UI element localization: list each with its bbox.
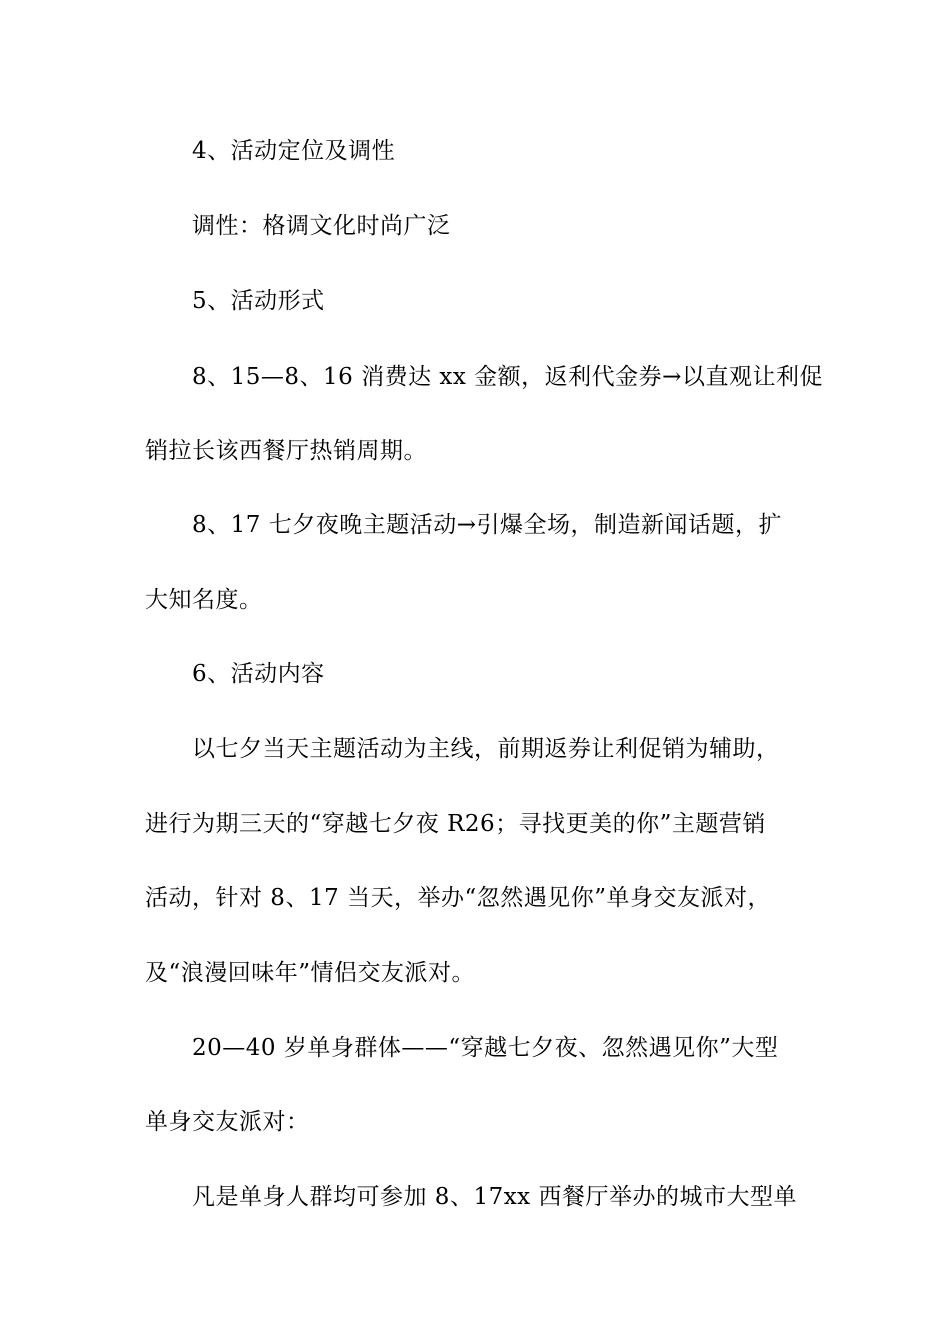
paragraph-line: 进行为期三天的“穿越七夕夜 R26；寻找更美的你”主题营销 — [145, 811, 766, 837]
paragraph-line: 以七夕当天主题活动为主线，前期返券让利促销为辅助， — [192, 736, 780, 762]
paragraph-line: 大知名度。 — [145, 587, 263, 613]
paragraph-line: 单身交友派对： — [145, 1109, 310, 1135]
paragraph-line: 凡是单身人群均可参加 8、17xx 西餐厅举办的城市大型单 — [192, 1184, 797, 1210]
paragraph-line: 销拉长该西餐厅热销周期。 — [145, 438, 427, 464]
section-heading-4: 4、活动定位及调性 — [192, 138, 396, 164]
paragraph-line: 8、17 七夕夜晚主题活动→引爆全场，制造新闻话题，扩 — [192, 512, 782, 538]
section-heading-6: 6、活动内容 — [192, 661, 325, 687]
paragraph-line: 及“浪漫回味年”情侣交友派对。 — [145, 960, 476, 986]
paragraph-line: 20—40 岁单身群体——“穿越七夕夜、忽然遇见你”大型 — [192, 1035, 779, 1061]
section-heading-5: 5、活动形式 — [192, 288, 325, 314]
paragraph-line: 活动，针对 8、17 当天，举办“忽然遇见你”单身交友派对， — [145, 885, 772, 911]
paragraph-line: 8、15—8、16 消费达 xx 金额，返利代金券→以直观让利促 — [192, 364, 823, 390]
paragraph-line: 调性：格调文化时尚广泛 — [192, 213, 451, 239]
